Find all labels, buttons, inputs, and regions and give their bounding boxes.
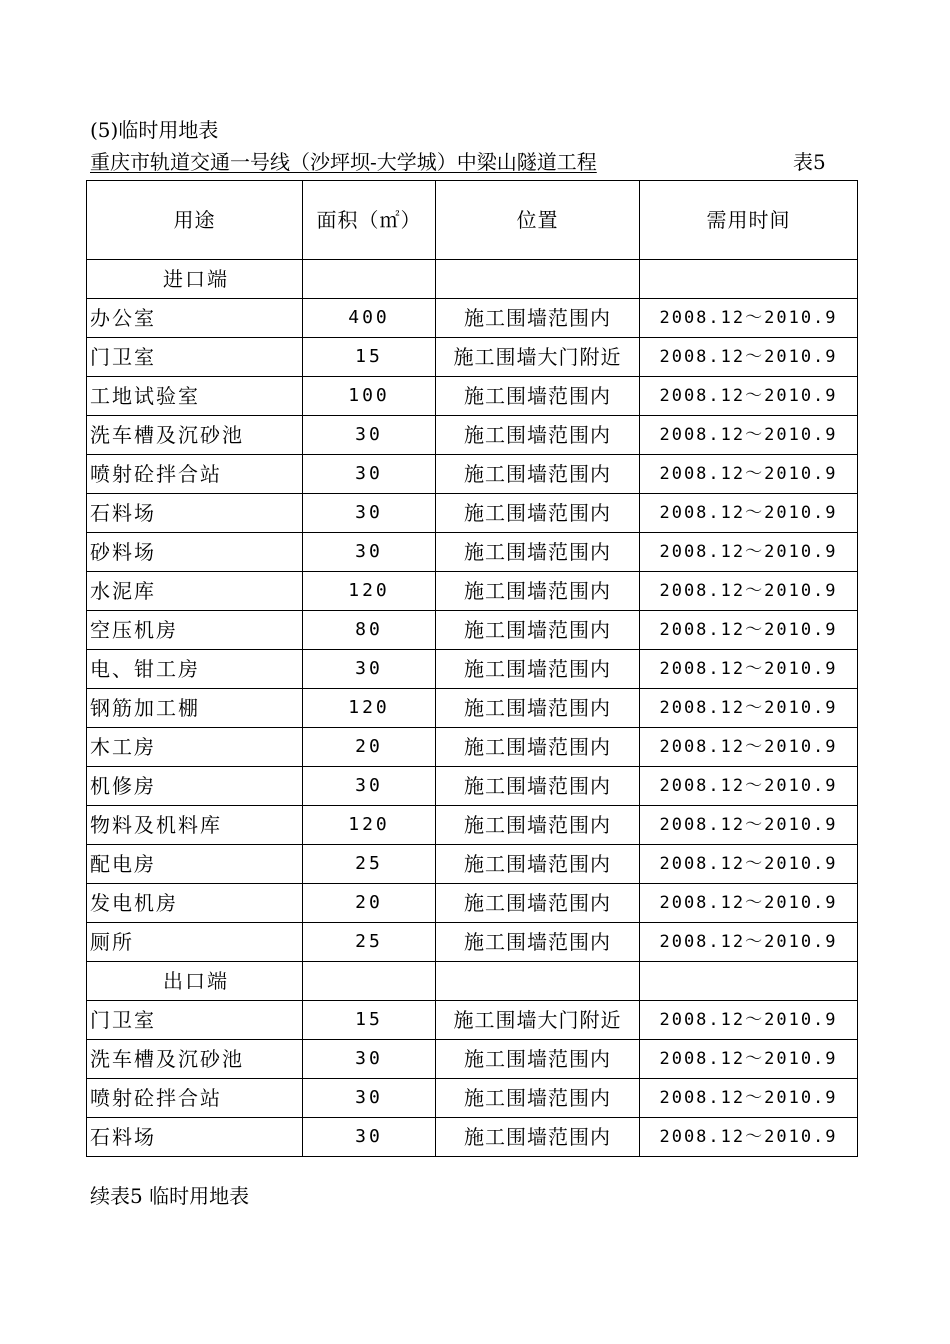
empty-cell [436, 260, 640, 299]
table-row [87, 494, 858, 533]
cell-use: 机修房 [87, 767, 303, 806]
cell-use: 洗车槽及沉砂池 [87, 416, 303, 455]
cell-area: 15 [303, 338, 436, 377]
cell-time: 2008.12～2010.9 [640, 806, 858, 845]
cell-time: 2008.12～2010.9 [640, 923, 858, 962]
cell-use: 水泥库 [87, 572, 303, 611]
table-row [87, 611, 858, 650]
cell-time: 2008.12～2010.9 [640, 845, 858, 884]
cell-location: 施工围墙范围内 [436, 1079, 640, 1118]
cell-time: 2008.12～2010.9 [640, 1040, 858, 1079]
table-row [87, 1040, 858, 1079]
cell-location: 施工围墙范围内 [436, 845, 640, 884]
cell-area: 30 [303, 1118, 436, 1157]
cell-area: 25 [303, 845, 436, 884]
header-use: 用途 [87, 181, 303, 260]
cell-use: 钢筋加工棚 [87, 689, 303, 728]
empty-cell [640, 260, 858, 299]
cell-location: 施工围墙范围内 [436, 533, 640, 572]
cell-location: 施工围墙范围内 [436, 689, 640, 728]
section-row [87, 260, 858, 299]
cell-area: 30 [303, 650, 436, 689]
cell-time: 2008.12～2010.9 [640, 728, 858, 767]
section-label: 出口端 [87, 962, 303, 1001]
table-row [87, 689, 858, 728]
cell-use: 石料场 [87, 1118, 303, 1157]
cell-area: 100 [303, 377, 436, 416]
cell-location: 施工围墙范围内 [436, 377, 640, 416]
cell-use: 门卫室 [87, 1001, 303, 1040]
cell-use: 喷射砼拌合站 [87, 1079, 303, 1118]
cell-use: 空压机房 [87, 611, 303, 650]
cell-time: 2008.12～2010.9 [640, 611, 858, 650]
cell-location: 施工围墙大门附近 [436, 1001, 640, 1040]
section-row [87, 962, 858, 1001]
cell-use: 物料及机料库 [87, 806, 303, 845]
empty-cell [303, 260, 436, 299]
header-time: 需用时间 [640, 181, 858, 260]
cell-use: 砂料场 [87, 533, 303, 572]
table-row [87, 299, 858, 338]
table-row [87, 767, 858, 806]
header-area: 面积（㎡） [303, 181, 436, 260]
cell-location: 施工围墙大门附近 [436, 338, 640, 377]
temporary-land-use-table [86, 180, 858, 1157]
cell-location: 施工围墙范围内 [436, 650, 640, 689]
project-title: 重庆市轨道交通一号线（沙坪坝-大学城）中梁山隧道工程 [90, 150, 597, 174]
table-row [87, 572, 858, 611]
cell-use: 配电房 [87, 845, 303, 884]
table-row [87, 923, 858, 962]
table-body [87, 260, 858, 1157]
cell-area: 30 [303, 1079, 436, 1118]
cell-time: 2008.12～2010.9 [640, 884, 858, 923]
table-row [87, 338, 858, 377]
table-row [87, 416, 858, 455]
cell-location: 施工围墙范围内 [436, 299, 640, 338]
cell-time: 2008.12～2010.9 [640, 1118, 858, 1157]
cell-use: 木工房 [87, 728, 303, 767]
cell-area: 30 [303, 416, 436, 455]
cell-location: 施工围墙范围内 [436, 1118, 640, 1157]
empty-cell [640, 962, 858, 1001]
cell-time: 2008.12～2010.9 [640, 689, 858, 728]
cell-time: 2008.12～2010.9 [640, 377, 858, 416]
cell-area: 120 [303, 689, 436, 728]
table-row [87, 1001, 858, 1040]
cell-time: 2008.12～2010.9 [640, 494, 858, 533]
table-number: 表5 [793, 150, 826, 174]
cell-time: 2008.12～2010.9 [640, 1001, 858, 1040]
cell-area: 15 [303, 1001, 436, 1040]
cell-area: 120 [303, 572, 436, 611]
cell-time: 2008.12～2010.9 [640, 572, 858, 611]
section-label: 进口端 [87, 260, 303, 299]
cell-area: 20 [303, 884, 436, 923]
cell-area: 80 [303, 611, 436, 650]
cell-use: 洗车槽及沉砂池 [87, 1040, 303, 1079]
cell-time: 2008.12～2010.9 [640, 767, 858, 806]
header-location: 位置 [436, 181, 640, 260]
cell-location: 施工围墙范围内 [436, 494, 640, 533]
cell-area: 400 [303, 299, 436, 338]
cell-location: 施工围墙范围内 [436, 806, 640, 845]
footer-caption: 续表5 临时用地表 [90, 1184, 250, 1208]
cell-location: 施工围墙范围内 [436, 572, 640, 611]
table-row [87, 884, 858, 923]
cell-time: 2008.12～2010.9 [640, 416, 858, 455]
cell-area: 20 [303, 728, 436, 767]
cell-area: 30 [303, 494, 436, 533]
table-row [87, 728, 858, 767]
table-header [87, 181, 858, 260]
cell-use: 工地试验室 [87, 377, 303, 416]
cell-location: 施工围墙范围内 [436, 923, 640, 962]
cell-use: 喷射砼拌合站 [87, 455, 303, 494]
table-row [87, 455, 858, 494]
empty-cell [303, 962, 436, 1001]
cell-time: 2008.12～2010.9 [640, 455, 858, 494]
cell-use: 厕所 [87, 923, 303, 962]
cell-time: 2008.12～2010.9 [640, 650, 858, 689]
cell-location: 施工围墙范围内 [436, 1040, 640, 1079]
cell-area: 30 [303, 1040, 436, 1079]
cell-location: 施工围墙范围内 [436, 416, 640, 455]
cell-time: 2008.12～2010.9 [640, 299, 858, 338]
cell-area: 30 [303, 533, 436, 572]
cell-time: 2008.12～2010.9 [640, 338, 858, 377]
table-row [87, 806, 858, 845]
cell-area: 30 [303, 455, 436, 494]
table-row [87, 650, 858, 689]
cell-location: 施工围墙范围内 [436, 767, 640, 806]
cell-use: 电、钳工房 [87, 650, 303, 689]
cell-use: 发电机房 [87, 884, 303, 923]
cell-location: 施工围墙范围内 [436, 728, 640, 767]
cell-location: 施工围墙范围内 [436, 455, 640, 494]
cell-location: 施工围墙范围内 [436, 611, 640, 650]
cell-location: 施工围墙范围内 [436, 884, 640, 923]
cell-use: 办公室 [87, 299, 303, 338]
cell-area: 120 [303, 806, 436, 845]
cell-area: 30 [303, 767, 436, 806]
table-row [87, 533, 858, 572]
section-heading: (5)临时用地表 [90, 118, 219, 142]
cell-area: 25 [303, 923, 436, 962]
cell-time: 2008.12～2010.9 [640, 1079, 858, 1118]
cell-use: 石料场 [87, 494, 303, 533]
table-row [87, 1118, 858, 1157]
table-row [87, 377, 858, 416]
header-row [87, 181, 858, 260]
table-row [87, 1079, 858, 1118]
cell-use: 门卫室 [87, 338, 303, 377]
empty-cell [436, 962, 640, 1001]
cell-time: 2008.12～2010.9 [640, 533, 858, 572]
table-row [87, 845, 858, 884]
